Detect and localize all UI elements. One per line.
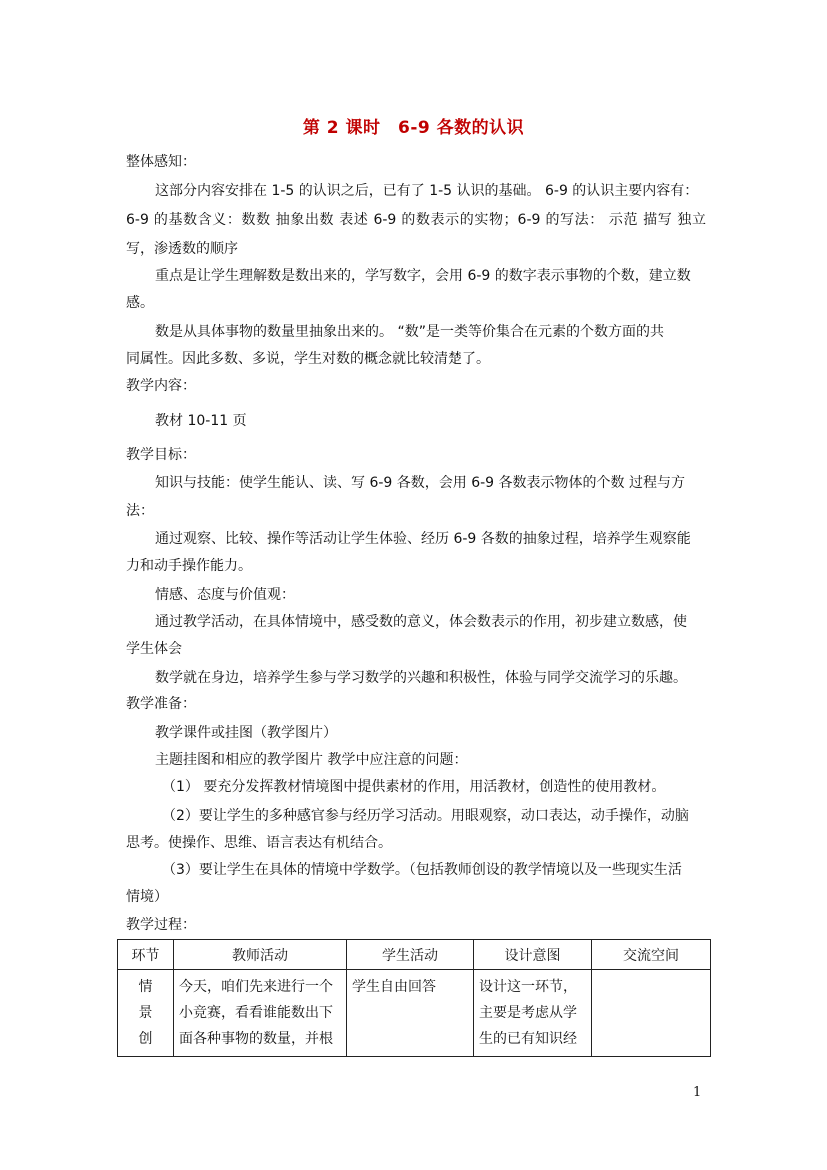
header-exchange-space: 交流空间 (592, 940, 711, 970)
overview-heading: 整体感知： (126, 154, 196, 170)
content-heading: 教学内容： (126, 378, 196, 394)
note-2-line-2: 思考。使操作、思维、语言表达有机结合。 (126, 835, 392, 851)
overview-paragraph-1-line-2: 6-9 的基数含义：数数 抽象出数 表述 6-9 的数表示的实物；6-9 的写法： 示范 描写 独立 (126, 212, 706, 228)
note-2-line-1: （2）要让学生的多种感官参与经历学习活动。用眼观察，动口表达，动手操作，动脑 (162, 808, 689, 824)
goals-paragraph-2-line-1: 通过观察、比较、操作等活动让学生体验、经历 6-9 各数的抽象过程，培养学生观察能 (155, 531, 691, 547)
cell-exchange-space (592, 970, 711, 1057)
page-number: 1 (693, 1085, 702, 1100)
goals-paragraph-4-line-2: 学生体会 (126, 641, 182, 657)
page-title: 第 2 课时 6-9 各数的认识 (302, 118, 525, 138)
goals-paragraph-1-line-1: 知识与技能：使学生能认、读、写 6-9 各数，会用 6-9 各数表示物体的个数 过程与方 (155, 475, 685, 491)
goals-paragraph-2-line-2: 力和动手操作能力。 (126, 558, 252, 574)
note-3-line-2: 情境） (126, 889, 168, 905)
overview-paragraph-2-line-1: 重点是让学生理解数是数出来的，学写数字，会用 6-9 的数字表示事物的个数，建立数 (155, 268, 691, 284)
goals-paragraph-1-line-2: 法： (126, 503, 154, 519)
goals-paragraph-4-line-1: 通过教学活动，在具体情境中，感受数的意义，体会数表示的作用，初步建立数感，使 (155, 614, 687, 630)
stage-char: 创 (138, 1031, 153, 1047)
goals-paragraph-3: 情感、态度与价值观： (155, 587, 295, 603)
prep-paragraph-2: 主题挂图和相应的教学图片 教学中应注意的问题： (155, 752, 468, 768)
process-heading: 教学过程： (126, 917, 196, 933)
note-3-line-1: （3）要让学生在具体的情境中学数学。（包括教师创设的教学情境以及一些现实生活 (162, 862, 682, 878)
cell-student-activity: 学生自由回答 (347, 970, 474, 1057)
note-1: （1） 要充分发挥教材情境图中提供素材的作用，用活教材，创造性的使用教材。 (162, 779, 666, 795)
goals-paragraph-5: 数学就在身边，培养学生参与学习数学的兴趣和积极性，体验与同学交流学习的乐趣。 (155, 670, 687, 686)
table-row (118, 970, 711, 1057)
header-design-intent: 设计意图 (474, 940, 592, 970)
overview-paragraph-3-line-1: 数是从具体事物的数量里抽象出来的。 “数”是一类等价集合在元素的个数方面的共 (155, 324, 664, 340)
prep-heading: 教学准备： (126, 696, 196, 712)
overview-paragraph-3-line-2: 同属性。因此多数、多说，学生对数的概念就比较清楚了。 (126, 351, 490, 367)
goals-heading: 教学目标： (126, 447, 196, 463)
stage-char: 景 (138, 1005, 153, 1021)
overview-paragraph-1-line-1: 这部分内容安排在 1-5 的认识之后，已有了 1-5 认识的基础。 6-9 的认识主要内容有： (155, 183, 699, 199)
prep-paragraph-1: 教学课件或挂图（教学图片） (155, 725, 337, 741)
cell-stage (118, 970, 174, 1057)
content-text: 教材 10-11 页 (155, 413, 247, 429)
teaching-process-table (117, 939, 711, 1057)
stage-char: 情 (138, 979, 153, 995)
header-student-activity: 学生活动 (347, 940, 474, 970)
cell-design-intent: 设计这一环节，主要是考虑从学生的已有知识经 (474, 970, 592, 1057)
overview-paragraph-2-line-2: 感。 (126, 295, 154, 311)
table-header-row (118, 940, 711, 970)
header-stage: 环节 (118, 940, 174, 970)
header-teacher-activity: 教师活动 (174, 940, 347, 970)
cell-teacher-activity: 今天，咱们先来进行一个小竞赛，看看谁能数出下面各种事物的数量，并根 (174, 970, 347, 1057)
overview-paragraph-1-line-3: 写，渗透数的顺序 (126, 241, 238, 257)
